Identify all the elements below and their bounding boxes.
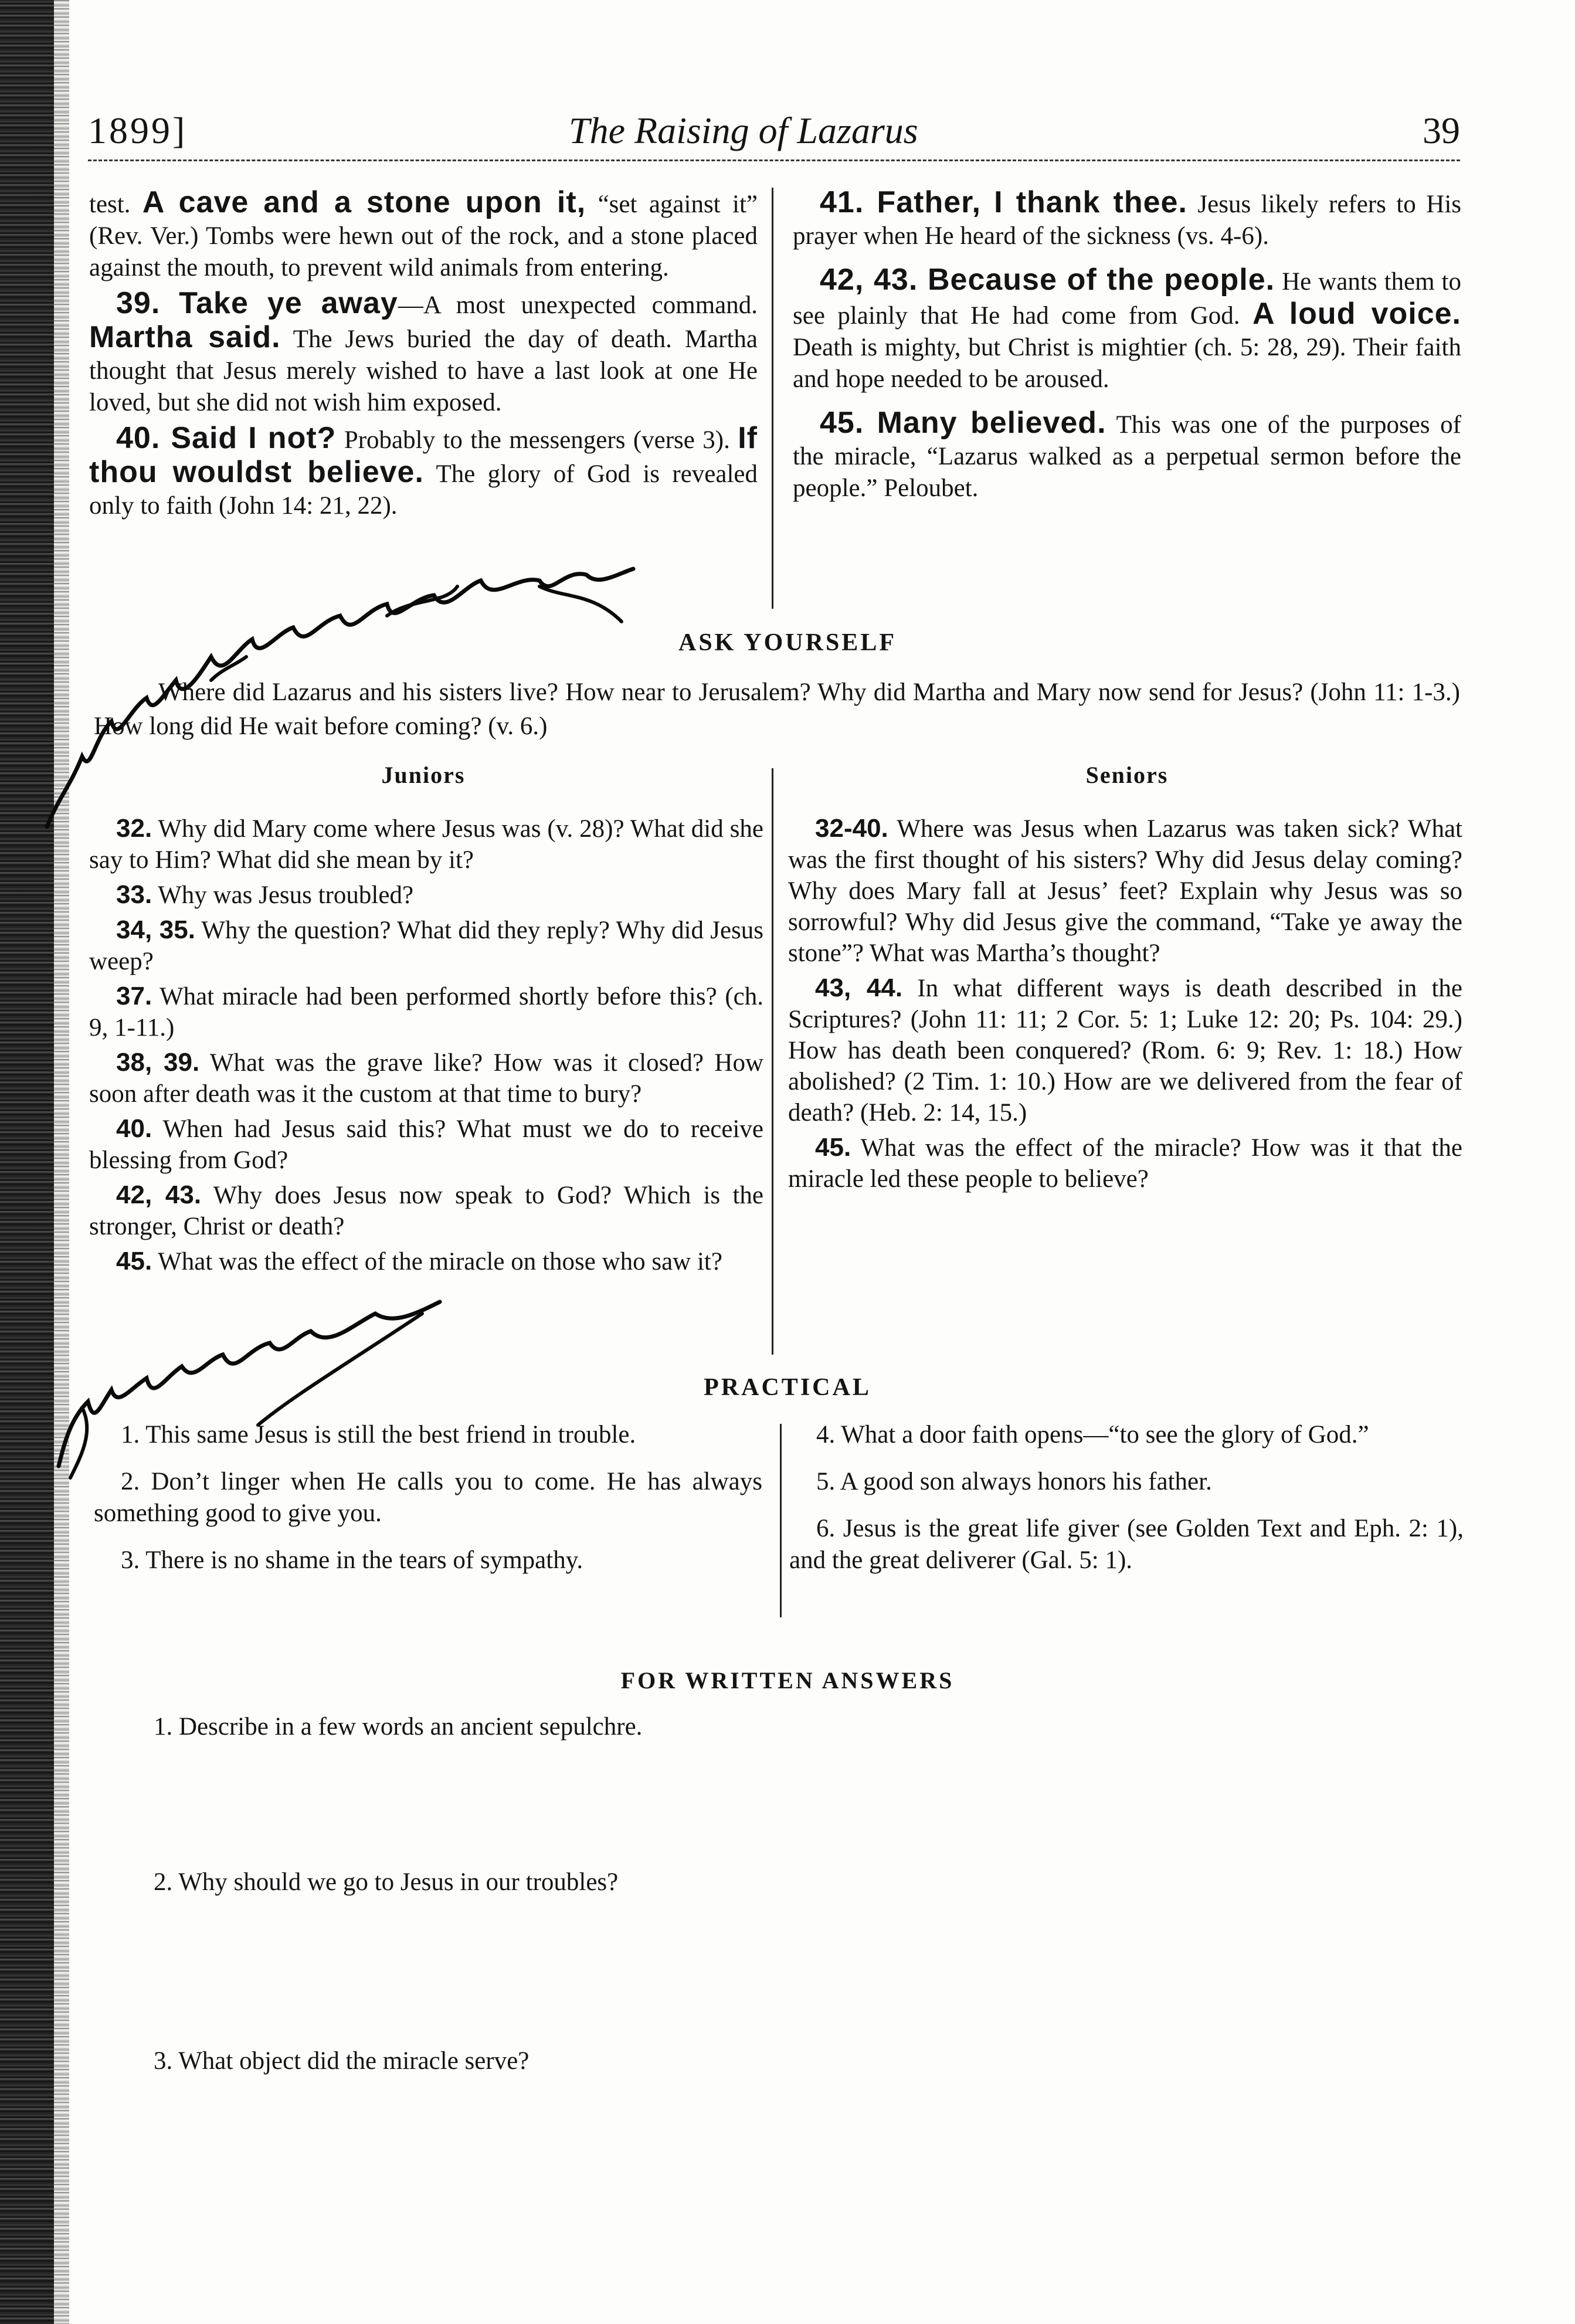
notes-left-column <box>89 186 758 525</box>
practical-right-column <box>789 1419 1464 1592</box>
note-text: The glory of God is revealed only to faith (John 14: 21, 22). <box>89 460 758 520</box>
column-divider <box>780 1424 782 1617</box>
note-text: Jesus likely refers to His prayer when He heard of the sickness (vs. 4-6). <box>793 191 1461 250</box>
note-heading: 39. Take ye away <box>116 286 398 320</box>
question-item <box>89 914 763 977</box>
question-item <box>89 1246 763 1277</box>
question-text: What was the effect of the miracle? How was it that the miracle led these people to believe? <box>788 1134 1462 1193</box>
note-heading: 40. Said I not? <box>116 421 337 455</box>
note-heading: Martha said. <box>89 320 281 354</box>
handwritten-annotation-lower <box>47 1290 457 1490</box>
practical-point: 5. A good son always honors his father. <box>816 1468 1212 1495</box>
juniors-questions <box>89 813 763 1281</box>
question-item <box>89 1047 763 1110</box>
question-number: 42, 43. <box>116 1180 202 1209</box>
question-text: Why does Jesus now speak to God? Which is the stronger, Christ or death? <box>89 1182 763 1240</box>
written-answers-heading: FOR WRITTEN ANSWERS <box>620 1667 955 1694</box>
question-item <box>89 1113 763 1176</box>
page-number: 39 <box>1423 110 1460 151</box>
practical-point: 1. This same Jesus is still the best friend in trouble. <box>121 1421 636 1448</box>
question-text: What was the grave like? How was it closed? How soon after death was it the custom at that time to bury? <box>89 1049 763 1108</box>
question-number: 38, 39. <box>116 1048 200 1077</box>
practical-heading: PRACTICAL <box>704 1374 871 1401</box>
question-item <box>89 981 763 1043</box>
note-heading: 45. Many believed. <box>820 406 1106 440</box>
question-number: 37. <box>116 982 152 1010</box>
note-text: This was one of the purposes of the miracle, “Lazarus walked as a perpetual sermon before the people.” Peloubet. <box>793 411 1462 502</box>
question-text: Why was Jesus troubled? <box>158 881 414 909</box>
question-text: Why did Mary come where Jesus was (v. 28)? What did she say to Him? What did she mean by it? <box>89 815 763 874</box>
question-item <box>89 1179 763 1242</box>
question-number: 45. <box>116 1247 152 1275</box>
question-item <box>788 972 1462 1128</box>
question-text: What was the effect of the miracle on those who saw it? <box>158 1248 722 1275</box>
question-text: In what different ways is death described in the Scriptures? (John 11: 11; 2 Cor. 5: 1; Luke 12: 20; Ps. 104: 29.) How has death been conquered? (Rom. 6: 9; Rev. 1: 18.) How abolished? (2 Tim. 1: 10.) How are we delivered from the fear of death? (Heb. 2: 14, 15.) <box>788 975 1463 1127</box>
juniors-heading: Juniors <box>381 762 466 788</box>
note-text: Probably to the messengers (verse 3). <box>344 426 730 454</box>
note-paragraph <box>793 186 1461 252</box>
column-divider <box>772 768 773 1355</box>
question-item <box>788 1132 1462 1195</box>
question-number: 40. <box>116 1114 152 1143</box>
page-header <box>88 106 1460 170</box>
question-number: 45. <box>815 1133 851 1162</box>
note-text: The Jews buried the day of death. Martha thought that Jesus merely wished to have a last look at one He loved, but she did not wish him exposed. <box>89 325 758 416</box>
question-number: 34, 35. <box>116 915 195 944</box>
question-number: 43, 44. <box>815 973 903 1002</box>
note-text: Death is mighty, but Christ is mightier (ch. 5: 28, 29). Their faith and hope needed to be aroused. <box>793 334 1461 393</box>
header-rule <box>88 160 1460 161</box>
column-divider <box>772 188 773 609</box>
header-year: 1899] <box>88 110 188 151</box>
practical-point: 4. What a door faith opens—“to see the glory of God.” <box>816 1421 1369 1448</box>
question-text: Why the question? What did they reply? Why did Jesus weep? <box>89 917 763 975</box>
question-item <box>788 813 1462 969</box>
note-text: test. <box>89 191 131 218</box>
note-paragraph <box>89 186 758 284</box>
note-heading: A loud voice. <box>1252 297 1461 331</box>
question-text: What miracle had been performed shortly before this? (ch. 9, 1-11.) <box>89 983 763 1041</box>
binding-edge <box>0 0 54 2324</box>
note-heading: If thou wouldst believe. <box>89 421 758 489</box>
question-text: Where was Jesus when Lazarus was taken sick? What was the first thought of his sisters? Why did Jesus delay coming? Why does Mary fall at Jesus’ feet? Explain why Jesus was so sorrowful? Why did Jesus give the command, “Take ye away the stone”? What was Martha’s thought? <box>788 815 1462 967</box>
practical-point: 3. There is no shame in the tears of sympathy. <box>121 1546 583 1574</box>
note-heading: A cave and a stone upon it, <box>142 185 586 219</box>
note-paragraph <box>793 264 1461 395</box>
question-text: When had Jesus said this? What must we do to receive blessing from God? <box>89 1115 763 1174</box>
written-question: 1. Describe in a few words an ancient sepulchre. <box>154 1713 643 1741</box>
practical-point: 6. Jesus is the great life giver (see Golden Text and Eph. 2: 1), and the great deliverer (Gal. 5: 1). <box>789 1515 1464 1574</box>
handwritten-annotation-upper <box>35 563 645 839</box>
seniors-heading: Seniors <box>1085 762 1169 788</box>
ask-yourself-heading: ASK YOURSELF <box>678 629 897 656</box>
note-heading: 41. Father, I thank thee. <box>820 185 1187 219</box>
question-number: 33. <box>116 880 152 909</box>
ask-yourself-text: Where did Lazarus and his sisters live? How near to Jerusalem? Why did Martha and Mary now send for Jesus? (John 11: 1-3.) How long did He wait before coming? (v. 6.) <box>94 678 1460 740</box>
question-number: 32. <box>116 814 152 843</box>
note-text: “set against it” (Rev. Ver.) Tombs were hewn out of the rock, and a stone placed against the mouth, to prevent wild animals from entering. <box>89 191 758 281</box>
seniors-questions <box>788 813 1462 1198</box>
note-paragraph <box>89 422 758 522</box>
notes-right-column <box>793 186 1461 508</box>
note-heading: 42, 43. Because of the people. <box>820 263 1275 297</box>
note-paragraph <box>89 287 758 419</box>
written-question: 3. What object did the miracle serve? <box>154 2047 529 2075</box>
note-text: He wants them to see plainly that He had come from God. <box>793 268 1461 330</box>
written-question: 2. Why should we go to Jesus in our troubles? <box>154 1868 619 1896</box>
note-paragraph <box>793 407 1461 504</box>
note-text: —A most unexpected command. <box>398 291 758 319</box>
practical-point: 2. Don’t linger when He calls you to come. He has always something good to give you. <box>94 1468 762 1527</box>
question-number: 32-40. <box>815 814 888 843</box>
question-item <box>89 879 763 911</box>
header-title: The Raising of Lazarus <box>569 110 918 151</box>
